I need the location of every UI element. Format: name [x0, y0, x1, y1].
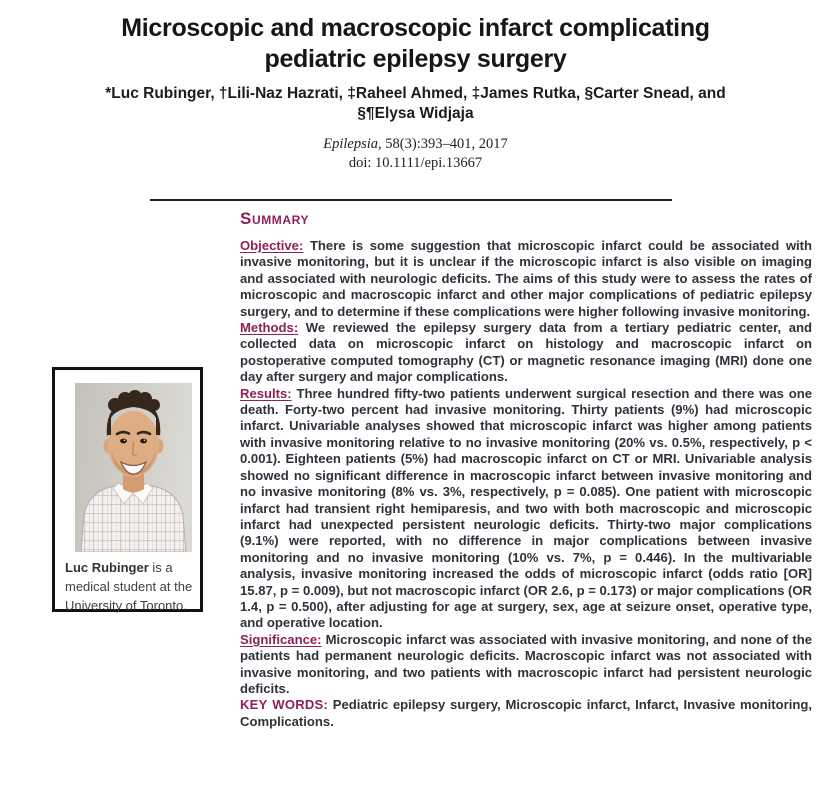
summary-paragraph-methods: [240, 320, 812, 386]
author-list-line1: *Luc Rubinger, †Lili-Naz Hazrati, ‡Raheel Ahmed, ‡James Rutka, §Carter Snead, and: [105, 85, 726, 102]
keywords-text: Pediatric epilepsy surgery, Microscopic infarct, Infarct, Invasive monitoring, Complications.: [240, 697, 813, 729]
significance-label: Significance:: [240, 631, 322, 647]
citation-line: [0, 135, 831, 154]
methods-label: Methods:: [240, 320, 299, 336]
author-photo-box: [52, 367, 203, 612]
methods-text: We reviewed the epilepsy surgery data from a tertiary pediatric center, and collected data on microscopic infarct on histology and macroscopic infarct on postoperative computed tomography (CT) or magnetic resonance imaging (MRI) done one day after surgery and major complications.: [240, 320, 812, 385]
author-list-line2: §¶Elysa Widjaja: [357, 105, 474, 122]
page-title-line1: Microscopic and macroscopic infarct complicating: [121, 14, 710, 42]
summary-paragraph-objective: [240, 238, 812, 320]
page-title-line2: pediatric epilepsy surgery: [264, 45, 567, 73]
author-caption-text: is a medical student at the University of Toronto.: [65, 560, 193, 613]
page-title: [0, 13, 831, 75]
objective-label: Objective:: [240, 238, 304, 253]
citation-volume-pages: , 58(3):393–401, 2017: [378, 136, 508, 152]
results-text: Three hundred fifty-two patients underwent surgical resection and there was one death. Forty-two percent had invasive monitoring. Thirty patients (9%) had microscopic infarct. Univariable analyses showed that microscopic infarct was higher among patients with invasive monitoring relative to no invasive monitoring (20% vs. 0.5%, respectively, p < 0.001). Eighteen patients (5%) had macroscopic infarct on CT or MRI. Univariable analysis showed no significant difference in macroscopic infarct between invasive monitoring and no invasive monitoring (8% vs. 3%, respectively, p = 0.085). One patient with microscopic infarct had transient right hemiparesis, and two with both macroscopic and microscopic infarct had unexpected persistent neurologic deficits. Thirty-two major complications (9.1%) were reported, with no difference in major complications between invasive monitoring and no invasive monitoring (10% vs. 7%, p = 0.446). In the multivariable analysis, invasive monitoring increased the odds of microscopic infarct (odds ratio [OR] 15.87, p = 0.009), but not macroscopic infarct (OR 2.6, p = 0.173) or major complications (OR 1.4, p = 0.500), after adjusting for age at surgery, sex, age at seizure onset, operative type, and operative location.: [240, 385, 812, 631]
summary-paragraph-results: [240, 386, 812, 632]
results-label: Results:: [240, 385, 292, 401]
journal-name: Epilepsia: [323, 136, 379, 152]
citation-doi: doi: 10.1111/epi.13667: [348, 155, 483, 171]
author-photo-caption: [65, 558, 197, 615]
summary-paragraph-significance: [240, 632, 812, 698]
significance-text: Microscopic infarct was associated with invasive monitoring, and none of the patients had permanent neurologic deficits. Macroscopic infarct was not associated with invasive monitoring, and two patients with macroscopic infarct had persistent neurologic deficits.: [240, 631, 813, 696]
author-portrait-illustration: [75, 383, 192, 552]
journal-citation: [0, 135, 831, 173]
objective-text: There is some suggestion that microscopic infarct could be associated with invasive monitoring, but it is unclear if the microscopic infarct is also visible on imaging and associated with neurologic deficits. The aims of this study were to assess the rates of microscopic and macroscopic infarct and other major complications of pediatric epilepsy surgery, and to determine if these complications were higher following invasive monitoring.: [240, 238, 812, 319]
author-list: [0, 84, 831, 124]
keywords-label: KEY WORDS:: [240, 697, 329, 713]
summary-paragraph-keywords: [240, 697, 812, 730]
summary-section: [240, 209, 812, 730]
author-caption-name: Luc Rubinger: [65, 560, 149, 575]
summary-heading: Summary: [240, 209, 310, 228]
author-photo: [75, 383, 192, 552]
header-divider-rule: [150, 199, 672, 201]
